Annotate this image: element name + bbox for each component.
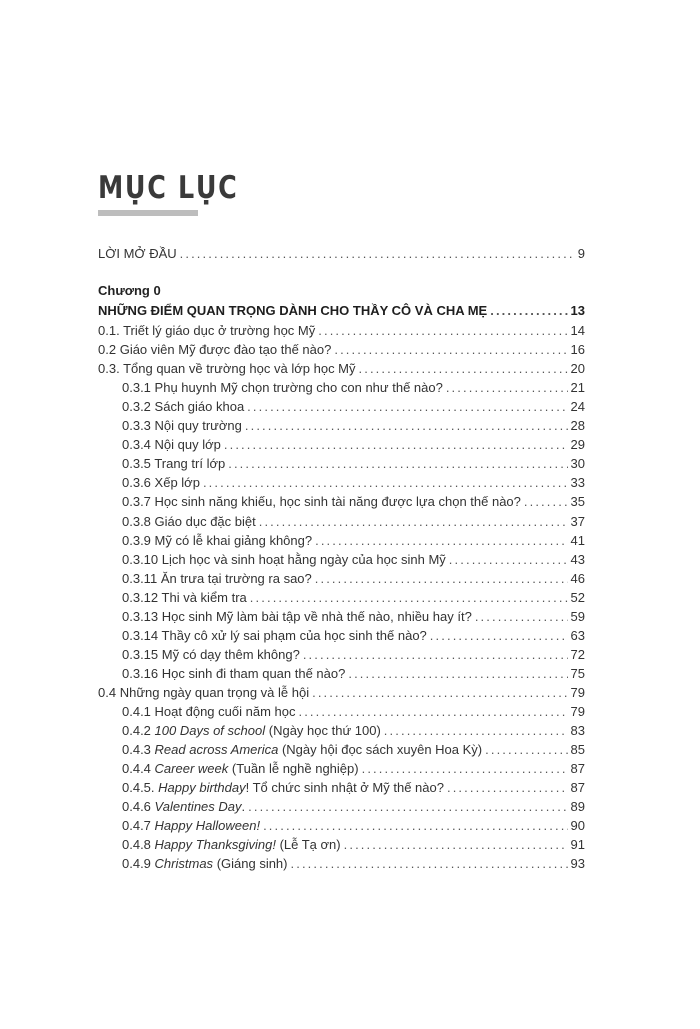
leader-dots bbox=[315, 571, 568, 586]
leader-dots bbox=[315, 533, 567, 548]
toc-entry-number: 0.4.1 bbox=[122, 704, 151, 719]
toc-entry-title bbox=[122, 647, 300, 662]
toc-entry-number: 0.3.11 bbox=[122, 570, 158, 586]
toc-entry-title bbox=[122, 761, 359, 776]
toc-entry[interactable] bbox=[122, 799, 585, 819]
toc-page-number: 37 bbox=[570, 513, 585, 529]
toc-entry-title bbox=[122, 628, 427, 643]
toc-entry-italic-title: Read across America bbox=[154, 742, 279, 758]
toc-entry-number: 0.3.9 bbox=[122, 532, 151, 548]
chapter-heading: NHỮNG ĐIỂM QUAN TRỌNG DÀNH CHO THẦY CÔ VÀ CHA MẸ bbox=[98, 303, 488, 318]
toc-entry-text: Thi và kiểm tra bbox=[161, 589, 247, 605]
leader-dots bbox=[228, 456, 567, 471]
toc-entry-text: ! Tổ chức sinh nhật ở Mỹ thế nào? bbox=[245, 780, 444, 796]
toc-entry-text: Những ngày quan trọng và lễ hội bbox=[119, 684, 310, 700]
toc-entry-text: (Lễ Tạ ơn) bbox=[279, 837, 341, 853]
toc-entry[interactable] bbox=[122, 818, 585, 838]
leader-dots bbox=[449, 552, 568, 567]
toc-entry[interactable] bbox=[122, 856, 585, 876]
toc-entry-text: Sách giáo khoa bbox=[154, 399, 245, 415]
leader-dots bbox=[359, 361, 568, 376]
toc-entry-title bbox=[122, 780, 444, 795]
toc-entry-title bbox=[122, 533, 312, 548]
toc-entry-text: Triết lý giáo dục ở trường học Mỹ bbox=[123, 323, 316, 338]
toc-entry[interactable] bbox=[98, 342, 585, 362]
toc-entry-number: 0.3.2 bbox=[122, 399, 151, 415]
toc-entry-title bbox=[122, 837, 341, 852]
leader-dots bbox=[475, 609, 568, 624]
toc-page-number: 16 bbox=[570, 342, 585, 358]
toc-page-number: 83 bbox=[570, 723, 585, 739]
leader-dots bbox=[247, 399, 567, 414]
leader-dots bbox=[180, 246, 575, 261]
toc-entry-text: . bbox=[241, 799, 246, 815]
toc-entry[interactable] bbox=[122, 704, 585, 724]
toc-entry-title bbox=[122, 399, 244, 414]
toc-entry-text: Hoạt động cuối năm học bbox=[154, 704, 296, 719]
toc-page-number: 90 bbox=[570, 818, 585, 834]
leader-dots bbox=[263, 818, 567, 833]
leader-dots bbox=[362, 761, 568, 776]
toc-page-number: 41 bbox=[570, 532, 585, 548]
toc-entry[interactable] bbox=[122, 837, 585, 857]
toc-entry-title bbox=[122, 590, 247, 605]
leader-dots bbox=[203, 475, 568, 490]
toc-entry-title bbox=[122, 742, 482, 757]
toc-page-number: 87 bbox=[570, 780, 585, 796]
toc-entry-text: Giáo dục đặc biệt bbox=[154, 513, 256, 529]
toc-page-number: 91 bbox=[570, 837, 585, 853]
toc-entry[interactable] bbox=[122, 380, 585, 400]
toc-page-number: 14 bbox=[570, 323, 585, 338]
toc-entry-number: 0.3.16 bbox=[122, 665, 159, 681]
toc-entry-number: 0.3. bbox=[98, 361, 120, 377]
toc-entry-title bbox=[122, 609, 472, 624]
toc-page-number: 52 bbox=[570, 589, 585, 605]
toc-entry-number: 0.4.8 bbox=[122, 837, 151, 853]
toc-entry-number: 0.3.6 bbox=[122, 475, 151, 491]
toc-entry[interactable] bbox=[122, 666, 585, 686]
toc-entry-number: 0.3.15 bbox=[122, 646, 159, 662]
leader-dots bbox=[245, 418, 568, 433]
leader-dots bbox=[303, 647, 568, 662]
toc-entry-title bbox=[98, 342, 331, 357]
toc-entry-title bbox=[122, 666, 345, 681]
toc-preface[interactable] bbox=[98, 246, 585, 266]
toc-entry-text: (Ngày học thứ 100) bbox=[268, 723, 381, 739]
toc-entry-title bbox=[122, 494, 521, 509]
toc-page-number: 24 bbox=[570, 399, 585, 415]
leader-dots bbox=[348, 666, 567, 681]
toc-entry-text: Giáo viên Mỹ được đào tạo thế nào? bbox=[119, 342, 332, 358]
toc-entry-number: 0.4.5. bbox=[122, 780, 155, 796]
toc-entry-text: (Giáng sinh) bbox=[216, 856, 288, 872]
toc-entry[interactable] bbox=[122, 780, 585, 800]
toc-entry-number: 0.3.5 bbox=[122, 456, 151, 472]
toc-entry-number: 0.4 bbox=[98, 684, 117, 700]
toc-entry-title bbox=[122, 418, 242, 433]
toc-entry-text: Học sinh đi tham quan thế nào? bbox=[161, 665, 346, 681]
toc-entry[interactable] bbox=[98, 323, 585, 343]
toc-entry[interactable] bbox=[122, 514, 585, 534]
toc-entry-title bbox=[122, 552, 446, 567]
leader-dots bbox=[384, 723, 568, 738]
toc-entry-text: Trang trí lớp bbox=[154, 456, 226, 472]
toc-entry[interactable] bbox=[122, 456, 585, 476]
page-title: MỤC LỤC bbox=[98, 170, 239, 206]
leader-dots bbox=[447, 780, 568, 795]
leader-dots bbox=[298, 704, 567, 719]
title-underline bbox=[98, 210, 198, 216]
toc-entry[interactable] bbox=[122, 494, 585, 514]
toc-entry-number: 0.4.7 bbox=[122, 818, 151, 834]
toc-chapter-heading[interactable] bbox=[98, 303, 585, 323]
toc-page-number: 89 bbox=[570, 799, 585, 815]
toc-entry[interactable] bbox=[122, 437, 585, 457]
toc-entry[interactable] bbox=[122, 571, 585, 591]
leader-dots bbox=[259, 514, 568, 529]
toc-entry-text: Xếp lớp bbox=[154, 475, 200, 491]
toc-entry-number: 0.4.2 bbox=[122, 723, 151, 739]
toc-entry[interactable] bbox=[122, 552, 585, 572]
toc-page-number: 30 bbox=[570, 456, 585, 472]
toc-entry[interactable] bbox=[122, 475, 585, 495]
toc-entry-title bbox=[122, 475, 200, 490]
leader-dots bbox=[490, 303, 567, 318]
toc-entry-italic-title: Valentines Day bbox=[154, 799, 242, 815]
toc-page-number: 43 bbox=[570, 551, 585, 567]
toc-entry-title bbox=[122, 380, 443, 395]
toc-entry-text: (Tuần lễ nghề nghiệp) bbox=[231, 761, 359, 777]
toc-entry-title bbox=[122, 856, 288, 871]
toc-entry[interactable] bbox=[122, 399, 585, 419]
leader-dots bbox=[344, 837, 568, 852]
toc-entry-number: 0.4.6 bbox=[122, 799, 151, 815]
toc-entry[interactable] bbox=[122, 723, 585, 743]
toc-entry[interactable] bbox=[122, 742, 585, 762]
toc-entry-text: Ăn trưa tại trường ra sao? bbox=[160, 570, 312, 586]
leader-dots bbox=[334, 342, 567, 357]
toc-entry-number: 0.3.4 bbox=[122, 437, 151, 453]
toc-page-number: 79 bbox=[570, 704, 585, 719]
leader-dots bbox=[524, 494, 568, 509]
toc-page-number: 28 bbox=[570, 418, 585, 434]
leader-dots bbox=[250, 590, 568, 605]
toc-entry-text: Mỹ có dạy thêm không? bbox=[161, 646, 300, 662]
toc-page-number: 87 bbox=[570, 761, 585, 777]
toc-entry-number: 0.3.3 bbox=[122, 418, 151, 434]
leader-dots bbox=[446, 380, 568, 395]
toc-entry-title bbox=[122, 571, 312, 586]
toc-entry-number: 0.3.8 bbox=[122, 513, 151, 529]
toc-entry-number: 0.3.7 bbox=[122, 494, 151, 510]
toc-entry-italic-title: Happy Halloween! bbox=[154, 818, 261, 834]
toc-entry-text: (Ngày hội đọc sách xuyên Hoa Kỳ) bbox=[281, 742, 483, 758]
toc-entry-text: Tổng quan về trường học và lớp học Mỹ bbox=[123, 361, 356, 377]
toc-entry-italic-title: Career week bbox=[154, 761, 229, 777]
toc-page-number: 35 bbox=[570, 494, 585, 510]
toc-entry-title bbox=[98, 323, 315, 338]
toc-entry-number: 0.2 bbox=[98, 342, 117, 358]
toc-entry[interactable] bbox=[122, 533, 585, 553]
toc-entry-number: 0.3.12 bbox=[122, 589, 159, 605]
toc-entry-text: Thầy cô xử lý sai phạm của học sinh thế nào? bbox=[161, 627, 427, 643]
toc-entry-number: 0.3.10 bbox=[122, 551, 159, 567]
toc-entry-number: 0.4.4 bbox=[122, 761, 151, 777]
toc-entry-number: 0.4.3 bbox=[122, 742, 151, 758]
toc-entry-title bbox=[122, 799, 245, 814]
toc-entry[interactable] bbox=[122, 590, 585, 610]
toc-entry-title bbox=[122, 704, 295, 719]
toc-page-number: 20 bbox=[570, 361, 585, 377]
toc-entry-italic-title: 100 Days of school bbox=[154, 723, 266, 739]
toc-entry-title bbox=[122, 456, 225, 471]
toc-entry-italic-title: Christmas bbox=[154, 856, 214, 872]
toc-entry-text: Học sinh năng khiếu, học sinh tài năng được lựa chọn thế nào? bbox=[154, 494, 521, 510]
toc-entry[interactable] bbox=[122, 761, 585, 781]
toc-page-number: 85 bbox=[570, 742, 585, 758]
toc-entry-title bbox=[98, 361, 356, 376]
toc-page-number: 59 bbox=[570, 608, 585, 624]
toc-entry[interactable] bbox=[98, 685, 585, 705]
toc-entry[interactable] bbox=[122, 628, 585, 648]
leader-dots bbox=[248, 799, 567, 814]
chapter-label: Chương 0 bbox=[98, 283, 161, 298]
toc-entry-number: 0.3.13 bbox=[122, 608, 159, 624]
leader-dots bbox=[485, 742, 567, 757]
toc-preface-label: LỜI MỞ ĐẦU bbox=[98, 246, 177, 261]
toc-page-number: 21 bbox=[570, 380, 585, 396]
toc-page-number: 9 bbox=[577, 246, 585, 261]
leader-dots bbox=[224, 437, 568, 452]
toc-page-number: 79 bbox=[570, 684, 585, 700]
leader-dots bbox=[318, 323, 567, 338]
toc-page-number: 75 bbox=[570, 665, 585, 681]
toc-page-number: 46 bbox=[570, 570, 585, 586]
toc-entry-number: 0.3.1 bbox=[122, 380, 151, 396]
toc-entry-text: Học sinh Mỹ làm bài tập về nhà thế nào, nhiều hay ít? bbox=[161, 608, 472, 624]
toc-entry-title bbox=[122, 818, 260, 833]
toc-entry-title bbox=[98, 685, 309, 700]
toc-entry-title bbox=[122, 437, 221, 452]
toc-page-number: 93 bbox=[570, 856, 585, 872]
toc-entry-number: 0.1. bbox=[98, 323, 120, 338]
toc-entry-text: Nội quy lớp bbox=[154, 437, 221, 453]
toc-entry-italic-title: Happy Thanksgiving! bbox=[154, 837, 276, 853]
toc-page-number: 72 bbox=[570, 646, 585, 662]
toc-page-number: 29 bbox=[570, 437, 585, 453]
toc-entry-text: Mỹ có lễ khai giảng không? bbox=[154, 532, 313, 548]
toc-entry[interactable] bbox=[122, 609, 585, 629]
toc-entry-title bbox=[122, 514, 256, 529]
toc-entry[interactable] bbox=[122, 418, 585, 438]
toc-page-number: 13 bbox=[570, 303, 585, 318]
leader-dots bbox=[291, 856, 568, 871]
leader-dots bbox=[430, 628, 568, 643]
toc-entry-text: Nội quy trường bbox=[154, 418, 242, 434]
toc-page-number: 63 bbox=[570, 627, 585, 643]
toc-entry-title bbox=[122, 723, 381, 738]
toc-entry-italic-title: Happy birthday bbox=[158, 780, 246, 796]
toc-entry-number: 0.3.14 bbox=[122, 627, 159, 643]
toc-entry-text: Phụ huynh Mỹ chọn trường cho con như thế nào? bbox=[154, 380, 443, 396]
leader-dots bbox=[312, 685, 567, 700]
toc-entry[interactable] bbox=[98, 361, 585, 381]
toc-entry[interactable] bbox=[122, 647, 585, 667]
toc-entry-text: Lịch học và sinh hoạt hằng ngày của học sinh Mỹ bbox=[161, 551, 446, 567]
toc-page-number: 33 bbox=[570, 475, 585, 491]
toc-entry-number: 0.4.9 bbox=[122, 856, 151, 872]
